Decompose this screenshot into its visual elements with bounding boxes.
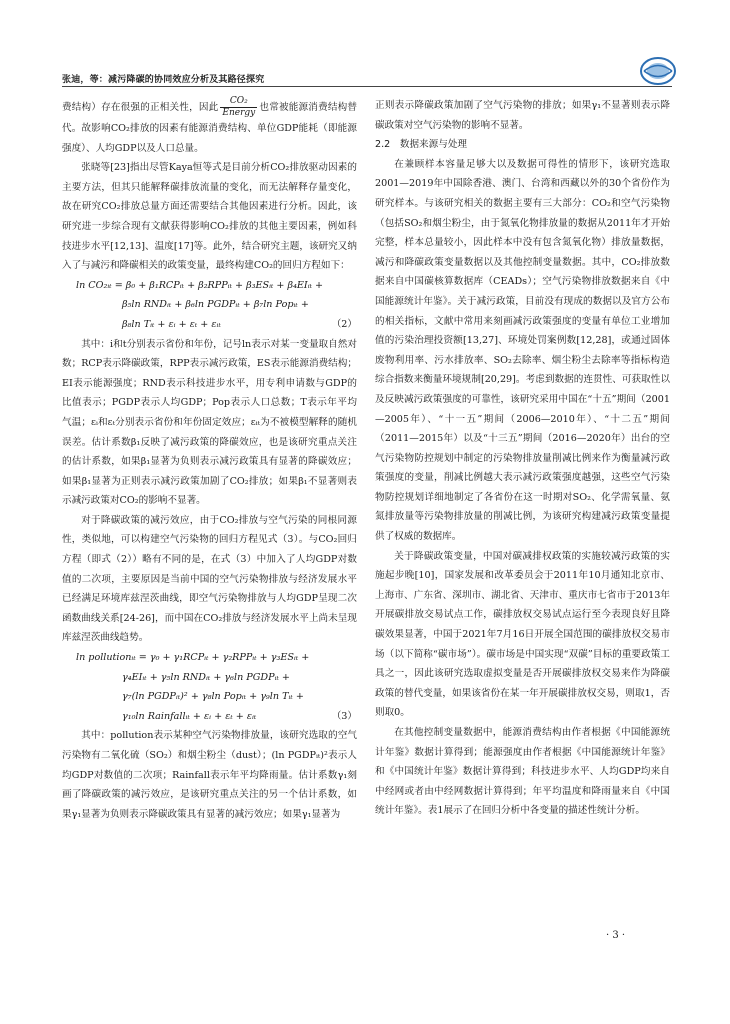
paragraph: 费结构）存在很强的正相关性，因此 $\frac{\text{CO₂}}{\text{Energy}}$ 也常被能源消费结构替代。故影响CO₂排放的因素有能源消费结构、单位GDP能耗（即能源强度）、人均GDP以及人口总量。 <box>62 96 358 154</box>
paragraph: 张晓等[23]指出尽管Kaya恒等式是目前分析CO₂排放驱动因素的主要方法，但其只能解释碳排放流量的变化，而无法解释存量变化，故在研究CO₂排放总量方面还需要结合其他因素进行分析。因此，该研究进一步综合现有文献获得影响CO₂排放的其他主要因素，例如科技进步水平[12,13]、温度[17]等。此外，结合研究主题，该研究又纳入了与减污和降碳相关的政策变量，最终构建CO₂的回归方程如下： <box>62 162 357 272</box>
header-rule <box>62 86 672 87</box>
section-heading: 2.2 数据来源与处理 <box>375 139 468 151</box>
paragraph: 对于降碳政策的减污效应，由于CO₂排放与空气污染的同根同源性，类似地，可以构建空气污染物的回归方程见式（3）。与CO₂回归方程（即式（2））略有不同的是，在式（3）中加入了人均GDP对数值的二次项，主要原因是当前中国的空气污染物排放与经济发展水平已经满足环境库兹涅茨曲线，即空气污染物排放与人均GDP呈现二次函数曲线关系[24-26]，而中国在CO₂排放与经济发展水平上尚未呈现库兹涅茨曲线趋势。 <box>62 514 357 644</box>
equation-2: ln CO₂ᵢₜ = β₀ + β₁RCPᵢₜ + β₂RPPᵢₜ + β₃ESᵢₜ + β₄EIᵢₜ + β₅ln RNDᵢₜ + β₆ln PGDPᵢₜ + β₇ln Popᵢₜ + （2） β₈ln Tᵢₜ + εᵢ + εₜ + εᵢₜ <box>76 279 357 330</box>
left-column <box>62 96 357 824</box>
paragraph: 在其他控制变量数据中，能源消费结构由作者根据《中国能源统计年鉴》数据计算得到；能源强度由作者根据《中国能源统计年鉴》和《中国统计年鉴》数据计算得到；科技进步水平、人均GDP均来自中经网或者由中经网数据计算得到；年平均温度和降雨量来自《中国统计年鉴》。表1展示了在回归分析中各变量的描述性统计分析。 <box>375 727 670 817</box>
fraction: $\frac{\text{CO₂}}{\text{Energy}}$ <box>222 96 256 118</box>
running-header <box>62 66 672 88</box>
right-column <box>375 96 670 821</box>
page-number: · 3 · <box>606 930 626 941</box>
equation-3: ln pollutionᵢₜ = γ₀ + γ₁RCPᵢₜ + γ₂RPPᵢₜ + γ₃ESᵢₜ + γ₄EIᵢₜ + γ₅ln RNDᵢₜ + γ₆ln PGDPᵢₜ + γ₇(ln PGDPᵢₜ)² + γ₈ln Popᵢₜ + γ₉ln Tᵢₜ + （3） γ₁₀ln Rainfallᵢₜ + εᵢ + εₜ + εᵢₜ <box>76 652 357 722</box>
paragraph: 其中：i和t分别表示省份和年份，记号ln表示对某一变量取自然对数；RCP表示降碳政策，RPP表示减污政策，ES表示能源消费结构；EI表示能源强度；RND表示科技进步水平，用专利申请数与GDP的比值表示；PGDP表示人均GDP；Pop表示人口总数；T表示年平均气温；εᵢ和εₜ分别表示省份和年份固定效应；εᵢₜ为不被模型解释的随机误差。估计系数β₁反映了减污政策的降碳效应，也是该研究重点关注的估计系数，如果β₁显著为负则表示减污政策具有显著的降碳效应；如果β₁显著为正则表示减污政策加剧了CO₂排放；如果β₁不显著则表示减污政策对CO₂的影响不显著。 <box>62 338 357 507</box>
header-title: 张迪，等：减污降碳的协同效应分析及其路径探究 <box>62 75 265 85</box>
paragraph: 在兼顾样本容量足够大以及数据可得性的情形下，该研究选取2001—2019年中国除香港、澳门、台湾和西藏以外的30个省份作为研究样本。与该研究相关的数据主要有三大部分：CO₂和空气污染物（包括SO₂和烟尘粉尘，由于氮氧化物排放量的数据从2011年才开始完整，样本总量较小，因此样本中没有包含氮氧化物）排放量数据，减污和降碳政策变量数据以及其他控制变量数据。其中，CO₂排放数据来自中国碳核算数据库（CEADs）；空气污染物排放数据来自《中国能源统计年鉴》。关于减污政策，目前没有现成的数据以及官方公布的相关指标，文献中常用来刻画减污政策强度的变量有单位工业增加值的污染治理投资额[13,27]、环境处罚案例数[12,28]，或通过固体废物利用率、污水排放率、SO₂去除率、烟尘粉尘去除率等指标构造综合指数来衡量环境规制[20,29]。考虑到数据的连贯性、可获取性以及反映减污政策强度的可靠性，该研究采用中国在“十五”期间（2001—2005年）、“十一五”期间（2006—2010年）、“十二五”期间（2011—2015年）以及“十三五”期间（2016—2020年）出台的空气污染物防控规划中制定的污染物排放量削减比例来作为衡量减污政策强度的变量，削减比例越大表示减污政策强度越强，这些空气污染物防控规划详细地制定了各省份在这一时期对SO₂、化学需氧量、氨氮排放量等污染物排放量的削减比例，为该研究构建减污政策变量提供了权威的数据库。 <box>375 158 670 543</box>
journal-logo-icon <box>638 56 678 86</box>
paragraph: 关于降碳政策变量，中国对碳减排权政策的实施较减污政策的实施起步晚[10]，国家发展和改革委员会于2011年10月通知北京市、上海市、广东省、深圳市、湖北省、天津市、重庆市七省市于2013年开展碳排放交易试点工作，碳排放权交易试点运行至今表现良好且降碳效果显著，中国于2021年7月16日开展全国范围的碳排放权交易市场（以下简称“碳市场”）。碳市场是中国实现“双碳”目标的重要政策工具之一，因此该研究选取虚拟变量是否开展碳排放权交易来作为降碳政策的替代变量，如果该省份在某一年开展碳排放权交易，则取1，否则取0。 <box>375 550 670 719</box>
paragraph: 正则表示降碳政策加剧了空气污染物的排放；如果γ₁不显著则表示降碳政策对空气污染物的影响不显著。 <box>375 100 670 131</box>
paragraph: 其中：pollution表示某种空气污染物排放量，该研究选取的空气污染物有二氧化硫（SO₂）和烟尘粉尘（dust）；(ln PGDPᵢₜ)²表示人均GDP对数值的二次项；Rainfall表示年平均降雨量。估计系数γ₁刻画了降碳政策的减污效应，是该研究重点关注的另一个估计系数，如果γ₁显著为负则表示降碳政策具有显著的减污效应；如果γ₁显著为 <box>62 730 357 820</box>
